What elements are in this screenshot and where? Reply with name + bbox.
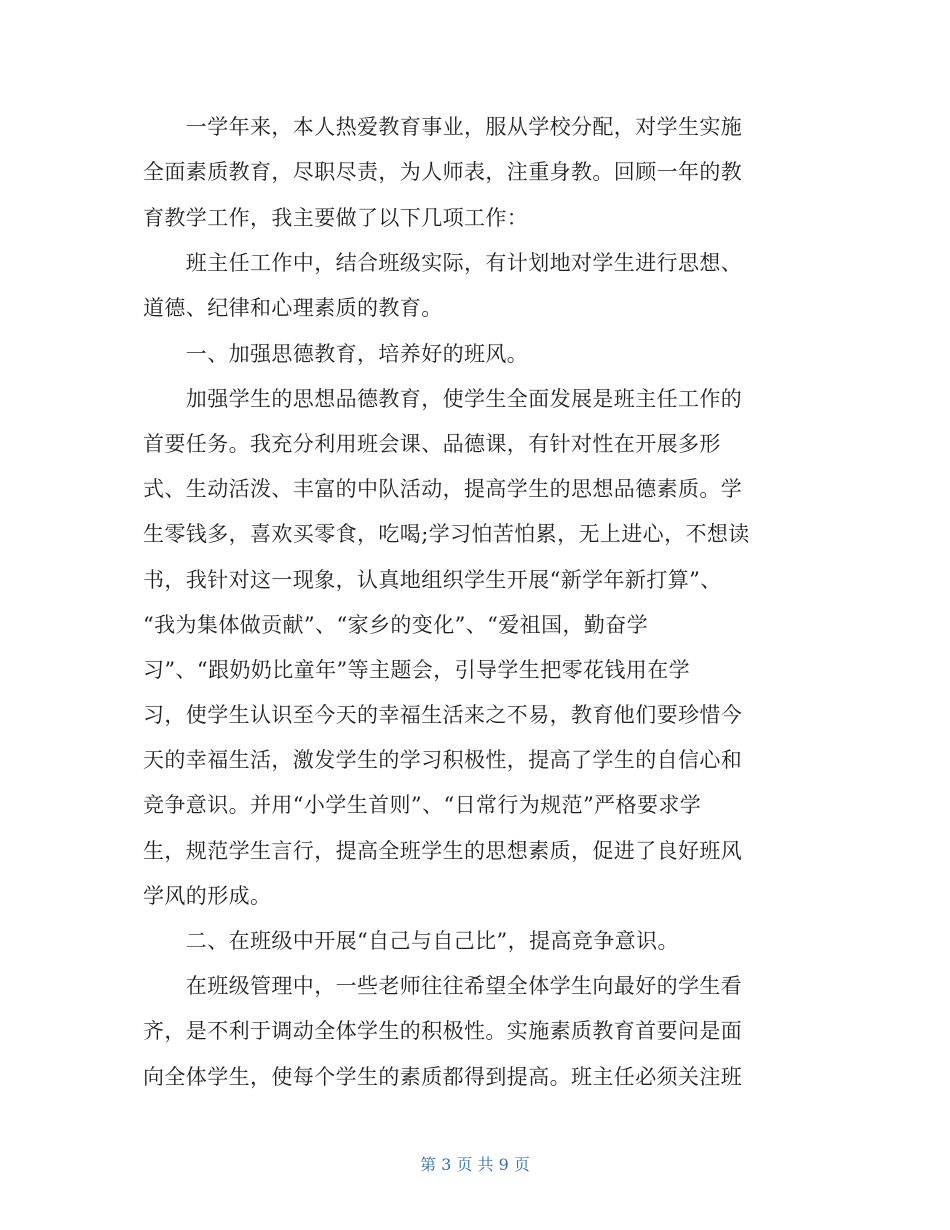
page-number-footer: 第 3 页 共 9 页	[420, 1155, 530, 1174]
body-line: 道德、纪律和心理素质的教育。	[143, 296, 443, 320]
body-line: 班主任工作中，结合班级实际，有计划地对学生进行思想、	[143, 251, 743, 275]
body-line: 生，规范学生言行，提高全班学生的思想素质，促进了良好班风	[143, 839, 743, 863]
section-heading: 二、在班级中开展“自己与自己比”，提高竞争意识。	[143, 929, 679, 953]
body-line: 加强学生的思想品德教育，使学生全面发展是班主任工作的	[143, 387, 743, 411]
body-line: 育教学工作，我主要做了以下几项工作：	[143, 206, 529, 230]
body-line: 齐，是不利于调动全体学生的积极性。实施素质教育首要问是面	[143, 1019, 743, 1043]
body-line: 一学年来，本人热爱教育事业，服从学校分配，对学生实施	[143, 115, 743, 139]
body-line: 习”、“跟奶奶比童年”等主题会，引导学生把零花钱用在学	[143, 658, 691, 682]
body-line: 首要任务。我充分利用班会课、品德课，有针对性在开展多形	[143, 432, 721, 456]
body-line: 全面素质教育，尽职尽责，为人师表，注重身教。回顾一年的教	[143, 160, 743, 184]
body-line: “我为集体做贡献”、“家乡的变化”、“爱祖国，勤奋学	[143, 613, 649, 637]
body-line: 竞争意识。并用“小学生首则”、“日常行为规范”严格要求学	[143, 793, 702, 817]
body-line: 生零钱多，喜欢买零食，吃喝;学习怕苦怕累，无上进心，不想读	[143, 522, 750, 546]
body-line: 习，使学生认识至今天的幸福生活来之不易，教育他们要珍惜今	[143, 703, 743, 727]
body-line: 书，我针对这一现象，认真地组织学生开展“新学年新打算”、	[143, 568, 722, 592]
body-line: 在班级管理中，一些老师往往希望全体学生向最好的学生看	[143, 974, 743, 998]
body-line: 天的幸福生活，激发学生的学习积极性，提高了学生的自信心和	[143, 748, 743, 772]
body-line: 向全体学生，使每个学生的素质都得到提高。班主任必须关注班	[143, 1065, 743, 1089]
body-line: 学风的形成。	[143, 884, 272, 908]
body-line: 式、生动活泼、丰富的中队活动，提高学生的思想品德素质。学	[143, 477, 743, 501]
section-heading: 一、加强思德教育，培养好的班风。	[143, 342, 529, 366]
